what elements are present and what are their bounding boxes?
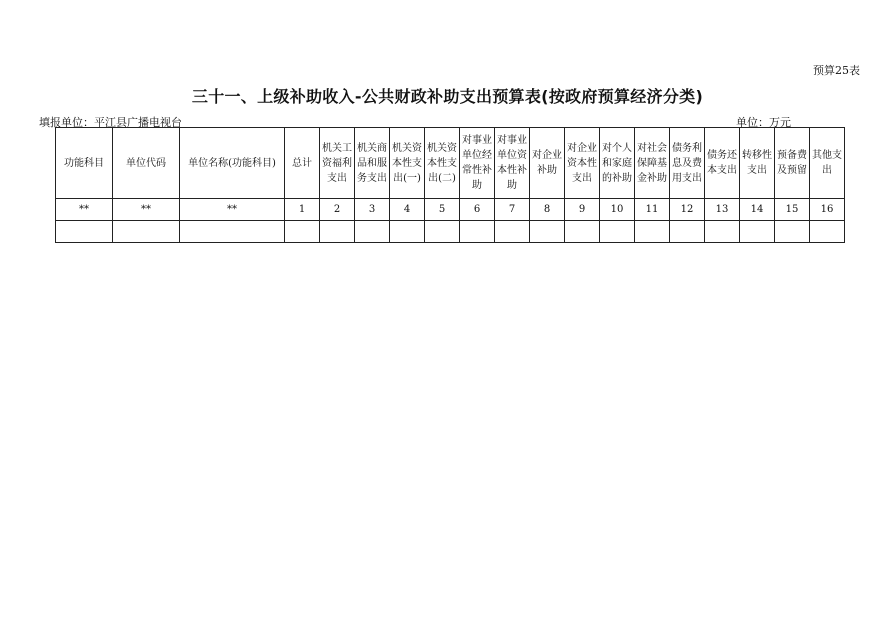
- table-number: 预算25表: [813, 64, 860, 77]
- index-cell: **: [113, 199, 180, 221]
- header-cell: 对个人和家庭的补助: [600, 128, 635, 199]
- header-row: [56, 128, 845, 199]
- table-row: [56, 221, 845, 243]
- index-cell: 9: [565, 199, 600, 221]
- header-cell: 债务还本支出: [705, 128, 740, 199]
- header-cell: 单位名称(功能科目): [180, 128, 285, 199]
- index-cell: 11: [635, 199, 670, 221]
- table-cell: [635, 221, 670, 243]
- header-cell: 对事业单位经常性补助: [460, 128, 495, 199]
- index-cell: **: [56, 199, 113, 221]
- table-cell: [180, 221, 285, 243]
- index-cell: 15: [775, 199, 810, 221]
- index-cell: **: [180, 199, 285, 221]
- column-index-row: [56, 199, 845, 221]
- header-cell: 其他支出: [810, 128, 845, 199]
- table-cell: [775, 221, 810, 243]
- index-cell: 4: [390, 199, 425, 221]
- header-cell: 转移性支出: [740, 128, 775, 199]
- page-title: 三十一、上级补助收入-公共财政补助支出预算表(按政府预算经济分类): [191, 87, 704, 106]
- table-cell: [56, 221, 113, 243]
- header-cell: 总计: [285, 128, 320, 199]
- index-cell: 2: [320, 199, 355, 221]
- header-cell: 单位代码: [113, 128, 180, 199]
- table-cell: [355, 221, 390, 243]
- table-cell: [740, 221, 775, 243]
- table-cell: [810, 221, 845, 243]
- index-cell: 5: [425, 199, 460, 221]
- table-cell: [425, 221, 460, 243]
- header-cell: 对社会保障基金补助: [635, 128, 670, 199]
- currency-unit: 单位：万元: [736, 116, 791, 129]
- index-cell: 10: [600, 199, 635, 221]
- header-cell: 对企业资本性支出: [565, 128, 600, 199]
- table-cell: [565, 221, 600, 243]
- table-cell: [670, 221, 705, 243]
- header-cell: 债务利息及费用支出: [670, 128, 705, 199]
- table-cell: [705, 221, 740, 243]
- table-cell: [390, 221, 425, 243]
- index-cell: 6: [460, 199, 495, 221]
- header-cell: 机关资本性支出(一): [390, 128, 425, 199]
- table-cell: [530, 221, 565, 243]
- table-cell: [495, 221, 530, 243]
- index-cell: 12: [670, 199, 705, 221]
- index-cell: 14: [740, 199, 775, 221]
- table-cell: [600, 221, 635, 243]
- index-cell: 3: [355, 199, 390, 221]
- header-cell: 功能科目: [56, 128, 113, 199]
- table-cell: [320, 221, 355, 243]
- header-cell: 对企业补助: [530, 128, 565, 199]
- budget-table: [55, 127, 845, 243]
- header-cell: 对事业单位资本性补助: [495, 128, 530, 199]
- index-cell: 16: [810, 199, 845, 221]
- index-cell: 13: [705, 199, 740, 221]
- index-cell: 8: [530, 199, 565, 221]
- table-cell: [285, 221, 320, 243]
- header-cell: 机关资本性支出(二): [425, 128, 460, 199]
- header-cell: 机关工资福利支出: [320, 128, 355, 199]
- table-cell: [460, 221, 495, 243]
- index-cell: 1: [285, 199, 320, 221]
- index-cell: 7: [495, 199, 530, 221]
- filling-unit: 填报单位：平江县广播电视台: [39, 116, 182, 129]
- header-cell: 预备费及预留: [775, 128, 810, 199]
- table-cell: [113, 221, 180, 243]
- header-cell: 机关商品和服务支出: [355, 128, 390, 199]
